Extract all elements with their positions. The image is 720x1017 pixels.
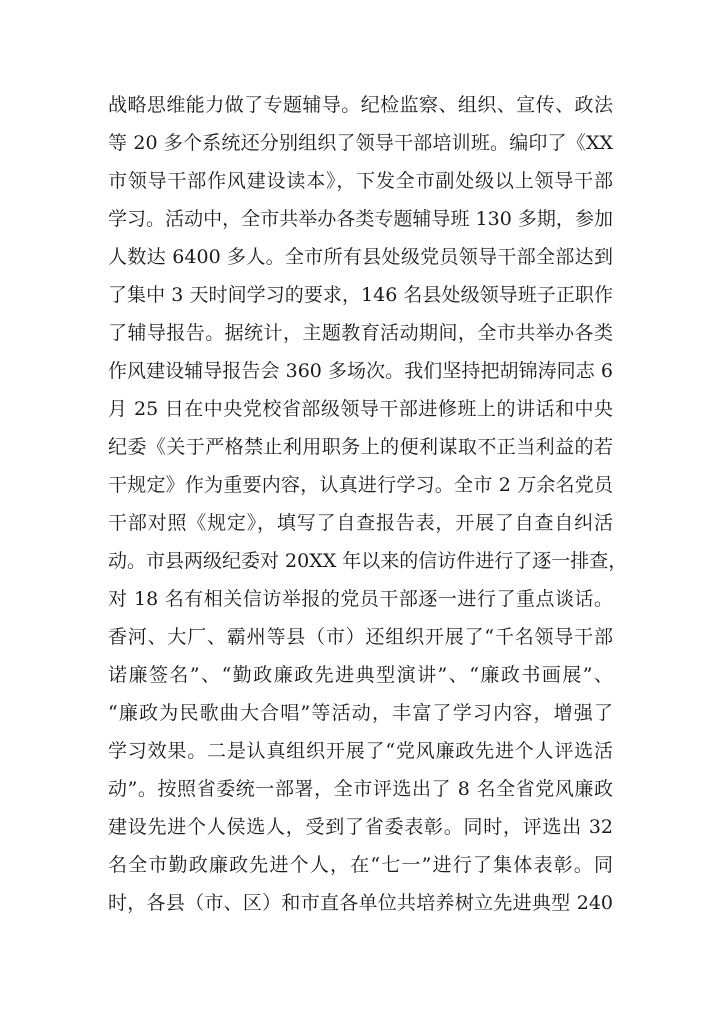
text-line: 香河、大厂、霸州等县（市）还组织开展了“千名领导干部 [108,626,613,648]
text-line: “廉政为民歌曲大合唱”等活动，丰富了学习内容，增强了 [108,702,613,724]
text-line: 等 20 多个系统还分别组织了领导干部培训班。编印了《XX [108,132,613,154]
text-line: 动。市县两级纪委对 20XX 年以来的信访件进行了逐一排查， [108,550,628,572]
text-line: 战略思维能力做了专题辅导。纪检监察、组织、宣传、政法 [108,94,613,116]
text-line: 学习。活动中，全市共举办各类专题辅导班 130 多期，参加 [108,208,613,230]
body-paragraph [108,86,628,922]
text-line: 干部对照《规定》，填写了自查报告表，开展了自查自纠活 [108,512,613,534]
text-line: 动”。按照省委统一部署，全市评选出了 8 名全省党风廉政 [108,778,613,800]
text-line: 了辅导报告。据统计，主题教育活动期间，全市共举办各类 [108,322,613,344]
text-line: 名全市勤政廉政先进个人，在“七一”进行了集体表彰。同 [108,854,613,876]
text-line: 学习效果。二是认真组织开展了“党风廉政先进个人评选活 [108,740,613,762]
text-line: 纪委《关于严格禁止利用职务上的便利谋取不正当利益的若 [108,436,613,458]
text-line: 对 18 名有相关信访举报的党员干部逐一进行了重点谈话。 [108,588,613,610]
text-line: 建设先进个人侯选人，受到了省委表彰。同时，评选出 32 [108,816,613,838]
text-line: 诺廉签名”、“勤政廉政先进典型演讲”、“廉政书画展”、 [108,664,613,686]
text-line: 月 25 日在中央党校省部级领导干部进修班上的讲话和中央 [108,398,613,420]
text-line: 了集中 3 天时间学习的要求，146 名县处级领导班子正职作 [108,284,613,306]
text-line: 人数达 6400 多人。全市所有县处级党员领导干部全部达到 [108,246,613,268]
text-line: 作风建设辅导报告会 360 多场次。我们坚持把胡锦涛同志 6 [108,360,613,382]
text-line: 市领导干部作风建设读本》，下发全市副处级以上领导干部 [108,170,613,192]
text-line: 干规定》作为重要内容，认真进行学习。全市 2 万余名党员 [108,474,613,496]
text-line: 时，各县（市、区）和市直各单位共培养树立先进典型 240 [108,892,613,914]
